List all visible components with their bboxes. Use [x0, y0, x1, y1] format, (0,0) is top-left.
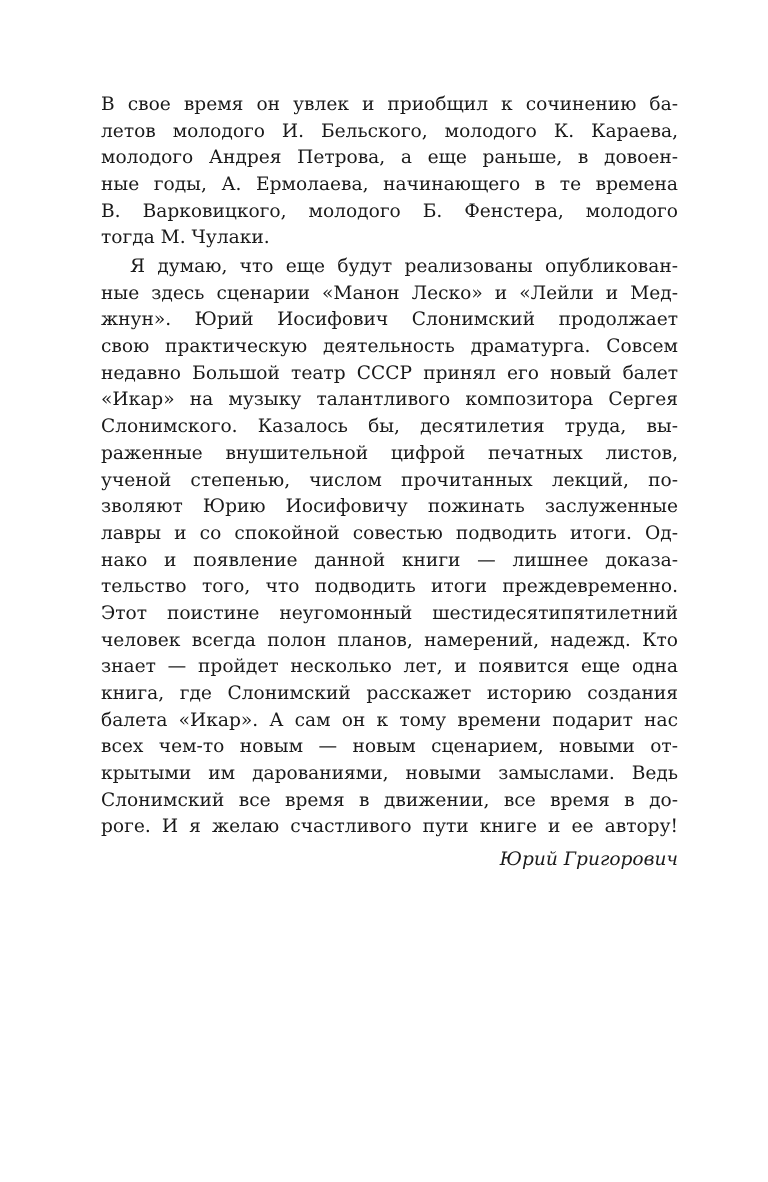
text-line: ученой степенью, числом прочитанных лекций, по-: [101, 469, 678, 491]
text-line: лавры и со спокойной совестью подводить итоги. Од-: [101, 522, 678, 544]
text-line: свою практическую деятельность драматурга. Совсем: [101, 336, 678, 358]
text-line: жнун». Юрий Иосифович Слонимский продолжает: [101, 309, 678, 331]
text-line: тогда М. Чулаки.: [101, 227, 270, 249]
text-line: летов молодого И. Бельского, молодого К. Караева,: [101, 120, 678, 142]
text-line: роге. И я желаю счастливого пути книге и ее автору!: [101, 816, 678, 838]
text-line: Слонимский все время в движении, все время в до-: [101, 789, 678, 811]
text-line: человек всегда полон планов, намерений, надежд. Кто: [101, 629, 678, 651]
text-line: недавно Большой театр СССР принял его новый балет: [101, 362, 678, 384]
text-line: зволяют Юрию Иосифовичу пожинать заслуженные: [101, 496, 678, 518]
text-line: Слонимского. Казалось бы, десятилетия труда, вы-: [101, 416, 678, 438]
text-line: нако и появление данной книги — лишнее доказа-: [101, 549, 678, 571]
text-line: книга, где Слонимский расскажет историю создания: [101, 683, 678, 704]
text-line: крытыми им дарованиями, новыми замыслами. Ведь: [101, 763, 678, 785]
text-line: молодого Андрея Петрова, а еще раньше, в довоен-: [101, 147, 678, 169]
text-line: раженные внушительной цифрой печатных листов,: [101, 442, 678, 464]
text-line: всех чем-то новым — новым сценарием, новыми от-: [101, 736, 678, 758]
paragraph-1: [101, 92, 678, 252]
text-line: В. Варковицкого, молодого Б. Фенстера, молодого: [101, 200, 678, 222]
text-line: ные годы, А. Ермолаева, начинающего в те времена: [101, 174, 678, 196]
text-line: В свое время он увлек и приобщил к сочинению ба-: [101, 94, 678, 115]
text-line: тельство того, что подводить итоги преждевременно.: [101, 576, 678, 598]
text-line: балета «Икар». А сам он к тому времени подарит нас: [101, 709, 678, 731]
text-line: «Икар» на музыку талантливого композитора Сергея: [101, 389, 678, 411]
author-signature: Юрий Григорович: [499, 849, 678, 870]
text-line: Я думаю, что еще будут реализованы опубликован-: [130, 256, 678, 277]
paragraph-2: [101, 254, 678, 841]
text-line: ные здесь сценарии «Манон Леско» и «Лейли и Мед-: [101, 282, 678, 304]
text-line: знает — пройдет несколько лет, и появится еще одна: [101, 656, 678, 678]
text-line: Этот поистине неугомонный шестидесятипятилетний: [101, 602, 678, 624]
